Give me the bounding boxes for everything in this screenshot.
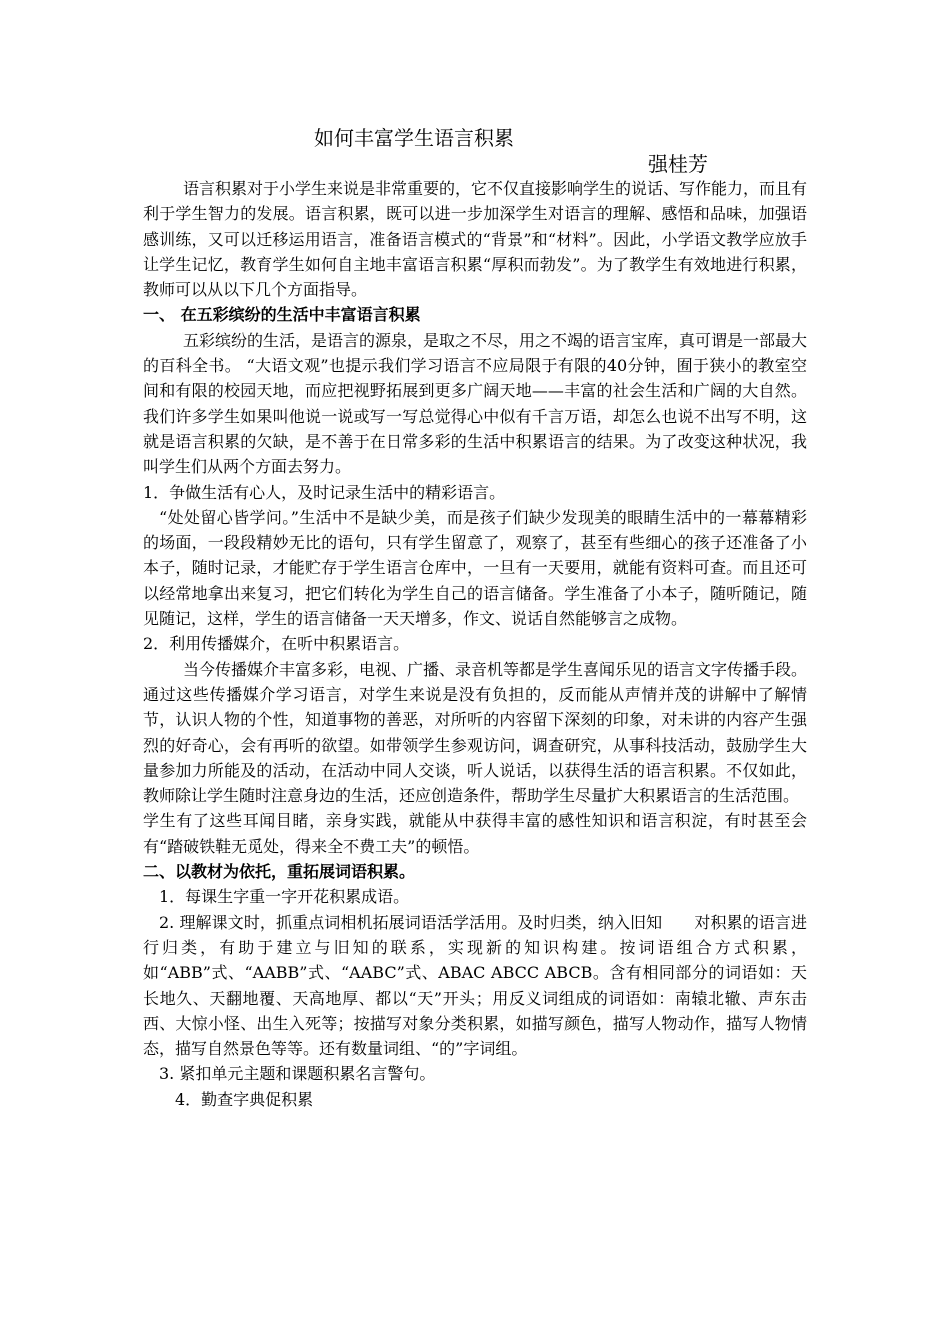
subsection-1-2-conclusion: 学生有了这些耳闻目睹，亲身实践，就能从中获得丰富的感性知识和语言积淀，有时甚至会有“踏破铁鞋无觅处，得来全不费工夫”的顿悟。 [143,811,807,856]
subheading-1-2: 2．利用传播媒介，在听中积累语言。 [143,634,410,654]
intro-paragraph: 语言积累对于小学生来说是非常重要的，它不仅直接影响学生的说话、写作能力，而且有利于学生智力的发展。语言积累，既可以进一步加深学生对语言的理解、感悟和品味，加强语感训练，又可以迁移运用语言，准备语言模式的“背景”和“材料”。因此，小学语文教学应放手让学生记忆，教育学生如何自主地丰富语言积累“厚积而勃发”。为了教学生有效地进行积累，教师可以从以下几个方面指导。 [143,179,808,300]
document-title: 如何丰富学生语言积累 [314,126,514,150]
list-item-2-3: 3. 紧扣单元主题和课题积累名言警句。 [159,1064,436,1084]
subsection-1-1-paragraph: “处处留心皆学问。”生活中不是缺少美，而是孩子们缺少发现美的眼睛生活中的一幕幕精彩的场面，一段段精妙无比的语句，只有学生留意了，观察了，甚至有些细心的孩子还准备了小本子，随时记录，才能贮存于学生语言仓库中，一旦有一天要用，就能有资料可查。而且还可以经常地拿出来复习，把它们转化为学生自己的语言储备。学生准备了小本子，随听随记，随见随记，这样，学生的语言储备一天天增多，作文、说话自然能够言之成物。 [143,507,807,629]
list-item-2-2: 2. 理解课文时，抓重点词相机拓展词语活学活用。及时归类，纳入旧知 对积累的语言进行归类，有助于建立与旧知的联系，实现新的知识构建。按词语组合方式积累，如“ABB”式、“AABB”式、“AABC”式、ABAC ABCC ABCB。含有相同部分的词语如：天长地久、天翻地覆、天高地厚、都以“天”开头；用反义词组成的词语如：南辕北辙、声东击西、大惊小怪、出生入死等；按描写对象分类积累，如描写颜色，描写人物动作，描写人物情态，描写自然景色等等。还有数量词组、“的”字词组。 [143,912,807,1059]
section-heading-2: 二、以教材为依托，重拓展词语积累。 [143,862,416,882]
subsection-1-2-paragraph: 当今传播媒介丰富多彩，电视、广播、录音机等都是学生喜闻乐见的语言文字传播手段。通过这些传播媒介学习语言，对学生来说是没有负担的，反而能从声情并茂的讲解中了解情节，认识人物的个性，知道事物的善恶，对所听的内容留下深刻的印象，对未讲的内容产生强烈的好奇心，会有再听的欲望。如带领学生参观访问，调查研究，从事科技活动，鼓励学生大量参加力所能及的活动，在活动中同人交谈，听人说话，以获得生活的语言积累。不仅如此，教师除让学生随时注意身边的生活，还应创造条件，帮助学生尽量扩大积累语言的生活范围。 [143,659,808,806]
author-name: 强桂芳 [648,152,708,176]
document-body [143,176,807,1112]
list-item-2-1: 1．每课生字重一字开花积累成语。 [159,887,410,907]
subheading-1-1: 1．争做生活有心人，及时记录生活中的精彩语言。 [143,482,506,502]
section-1-paragraph: 五彩缤纷的生活，是语言的源泉，是取之不尽，用之不竭的语言宝库，真可谓是一部最大的百科全书。 “大语文观”也提示我们学习语言不应局限于有限的40分钟，囿于狭小的教室空间和有限的校园天地，而应把视野拓展到更多广阔天地——丰富的社会生活和广阔的大自然。我们许多学生如果叫他说一说或写一写总觉得心中似有千言万语，却怎么也说不出写不明，这就是语言积累的欠缺，是不善于在日常多彩的生活中积累语言的结果。为了改变这种状况，我叫学生们从两个方面去努力。 [143,330,808,477]
section-heading-1: 一、 在五彩缤纷的生活中丰富语言积累 [143,305,421,325]
list-item-2-4: 4．勤查字典促积累 [175,1089,314,1109]
